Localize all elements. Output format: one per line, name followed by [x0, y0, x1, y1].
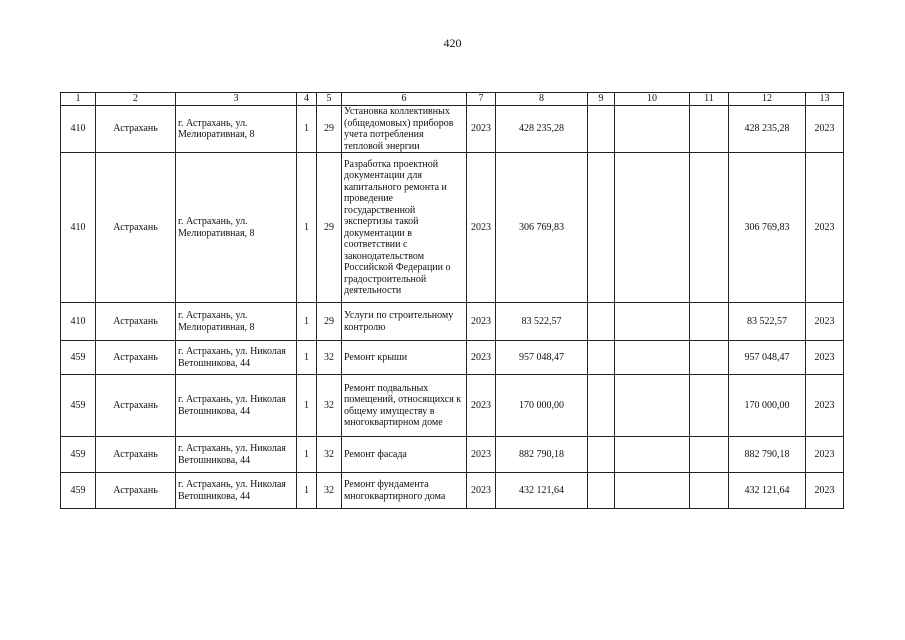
cell-col-4: 1: [297, 341, 317, 375]
cell-col-8: 306 769,83: [496, 153, 588, 303]
cell-col-7: 2023: [467, 303, 496, 341]
cell-col-11: [690, 375, 729, 437]
cell-col-4: 1: [297, 437, 317, 473]
header-row: [61, 93, 844, 106]
cell-col-2: Астрахань: [96, 153, 176, 303]
works-table: [60, 92, 844, 509]
cell-col-13: 2023: [806, 473, 844, 509]
column-header-8: 8: [496, 93, 588, 106]
cell-col-11: [690, 303, 729, 341]
cell-col-4: 1: [297, 473, 317, 509]
table-row: [61, 341, 844, 375]
cell-col-11: [690, 153, 729, 303]
table-row: [61, 473, 844, 509]
cell-col-6: Ремонт крыши: [342, 341, 467, 375]
cell-col-2: Астрахань: [96, 437, 176, 473]
cell-col-3: г. Астрахань, ул. Николая Ветошникова, 44: [176, 375, 297, 437]
cell-col-2: Астрахань: [96, 341, 176, 375]
cell-col-8: 882 790,18: [496, 437, 588, 473]
table-row: [61, 303, 844, 341]
cell-col-7: 2023: [467, 473, 496, 509]
cell-col-5: 32: [317, 375, 342, 437]
cell-col-11: [690, 437, 729, 473]
column-header-10: 10: [615, 93, 690, 106]
cell-col-11: [690, 106, 729, 153]
cell-col-3: г. Астрахань, ул. Мелиоративная, 8: [176, 106, 297, 153]
cell-col-12: 170 000,00: [729, 375, 806, 437]
cell-col-7: 2023: [467, 341, 496, 375]
cell-col-10: [615, 153, 690, 303]
cell-col-12: 432 121,64: [729, 473, 806, 509]
cell-col-10: [615, 437, 690, 473]
cell-col-2: Астрахань: [96, 473, 176, 509]
cell-col-9: [588, 303, 615, 341]
cell-col-5: 32: [317, 437, 342, 473]
cell-col-3: г. Астрахань, ул. Мелиоративная, 8: [176, 153, 297, 303]
cell-col-8: 957 048,47: [496, 341, 588, 375]
cell-col-13: 2023: [806, 303, 844, 341]
cell-col-1: 410: [61, 153, 96, 303]
column-header-13: 13: [806, 93, 844, 106]
cell-col-7: 2023: [467, 106, 496, 153]
cell-col-3: г. Астрахань, ул. Мелиоративная, 8: [176, 303, 297, 341]
cell-col-1: 459: [61, 473, 96, 509]
cell-col-6: Ремонт фундамента многоквартирного дома: [342, 473, 467, 509]
cell-col-9: [588, 341, 615, 375]
cell-col-4: 1: [297, 375, 317, 437]
cell-col-13: 2023: [806, 375, 844, 437]
cell-col-2: Астрахань: [96, 303, 176, 341]
cell-col-6: Установка коллективных (общедомовых) приборов учета потребления тепловой энергии: [342, 106, 467, 153]
cell-col-9: [588, 153, 615, 303]
column-header-7: 7: [467, 93, 496, 106]
cell-col-7: 2023: [467, 437, 496, 473]
cell-col-12: 83 522,57: [729, 303, 806, 341]
cell-col-13: 2023: [806, 437, 844, 473]
column-header-5: 5: [317, 93, 342, 106]
cell-col-7: 2023: [467, 153, 496, 303]
cell-col-9: [588, 437, 615, 473]
column-header-11: 11: [690, 93, 729, 106]
cell-col-10: [615, 106, 690, 153]
column-header-4: 4: [297, 93, 317, 106]
cell-col-9: [588, 106, 615, 153]
cell-col-6: Услуги по строительному контролю: [342, 303, 467, 341]
column-header-2: 2: [96, 93, 176, 106]
cell-col-9: [588, 375, 615, 437]
cell-col-5: 32: [317, 473, 342, 509]
cell-col-5: 32: [317, 341, 342, 375]
cell-col-12: 882 790,18: [729, 437, 806, 473]
cell-col-2: Астрахань: [96, 106, 176, 153]
column-header-6: 6: [342, 93, 467, 106]
cell-col-1: 410: [61, 303, 96, 341]
column-header-12: 12: [729, 93, 806, 106]
cell-col-10: [615, 303, 690, 341]
cell-col-12: 428 235,28: [729, 106, 806, 153]
column-header-3: 3: [176, 93, 297, 106]
cell-col-5: 29: [317, 106, 342, 153]
column-header-9: 9: [588, 93, 615, 106]
cell-col-12: 957 048,47: [729, 341, 806, 375]
cell-col-4: 1: [297, 106, 317, 153]
cell-col-10: [615, 341, 690, 375]
cell-col-2: Астрахань: [96, 375, 176, 437]
cell-col-8: 432 121,64: [496, 473, 588, 509]
cell-col-5: 29: [317, 153, 342, 303]
cell-col-10: [615, 375, 690, 437]
table-row: [61, 106, 844, 153]
cell-col-11: [690, 341, 729, 375]
cell-col-8: 170 000,00: [496, 375, 588, 437]
page-number: 420: [443, 36, 462, 50]
cell-col-1: 459: [61, 341, 96, 375]
cell-col-13: 2023: [806, 153, 844, 303]
cell-col-13: 2023: [806, 106, 844, 153]
cell-col-8: 428 235,28: [496, 106, 588, 153]
cell-col-6: Ремонт подвальных помещений, относящихся к общему имуществу в многоквартирном доме: [342, 375, 467, 437]
cell-col-8: 83 522,57: [496, 303, 588, 341]
cell-col-9: [588, 473, 615, 509]
cell-col-6: Разработка проектной документации для капитального ремонта и проведение государственной экспертизы такой документации в соответствии с законодательством Российской Федерации о градостроительной деятельности: [342, 153, 467, 303]
cell-col-6: Ремонт фасада: [342, 437, 467, 473]
cell-col-1: 459: [61, 437, 96, 473]
cell-col-10: [615, 473, 690, 509]
cell-col-5: 29: [317, 303, 342, 341]
table-row: [61, 153, 844, 303]
cell-col-12: 306 769,83: [729, 153, 806, 303]
cell-col-3: г. Астрахань, ул. Николая Ветошникова, 44: [176, 437, 297, 473]
cell-col-3: г. Астрахань, ул. Николая Ветошникова, 44: [176, 341, 297, 375]
cell-col-4: 1: [297, 303, 317, 341]
table-row: [61, 375, 844, 437]
cell-col-1: 410: [61, 106, 96, 153]
cell-col-1: 459: [61, 375, 96, 437]
cell-col-4: 1: [297, 153, 317, 303]
cell-col-3: г. Астрахань, ул. Николая Ветошникова, 44: [176, 473, 297, 509]
cell-col-7: 2023: [467, 375, 496, 437]
table-row: [61, 437, 844, 473]
cell-col-13: 2023: [806, 341, 844, 375]
column-header-1: 1: [61, 93, 96, 106]
cell-col-11: [690, 473, 729, 509]
